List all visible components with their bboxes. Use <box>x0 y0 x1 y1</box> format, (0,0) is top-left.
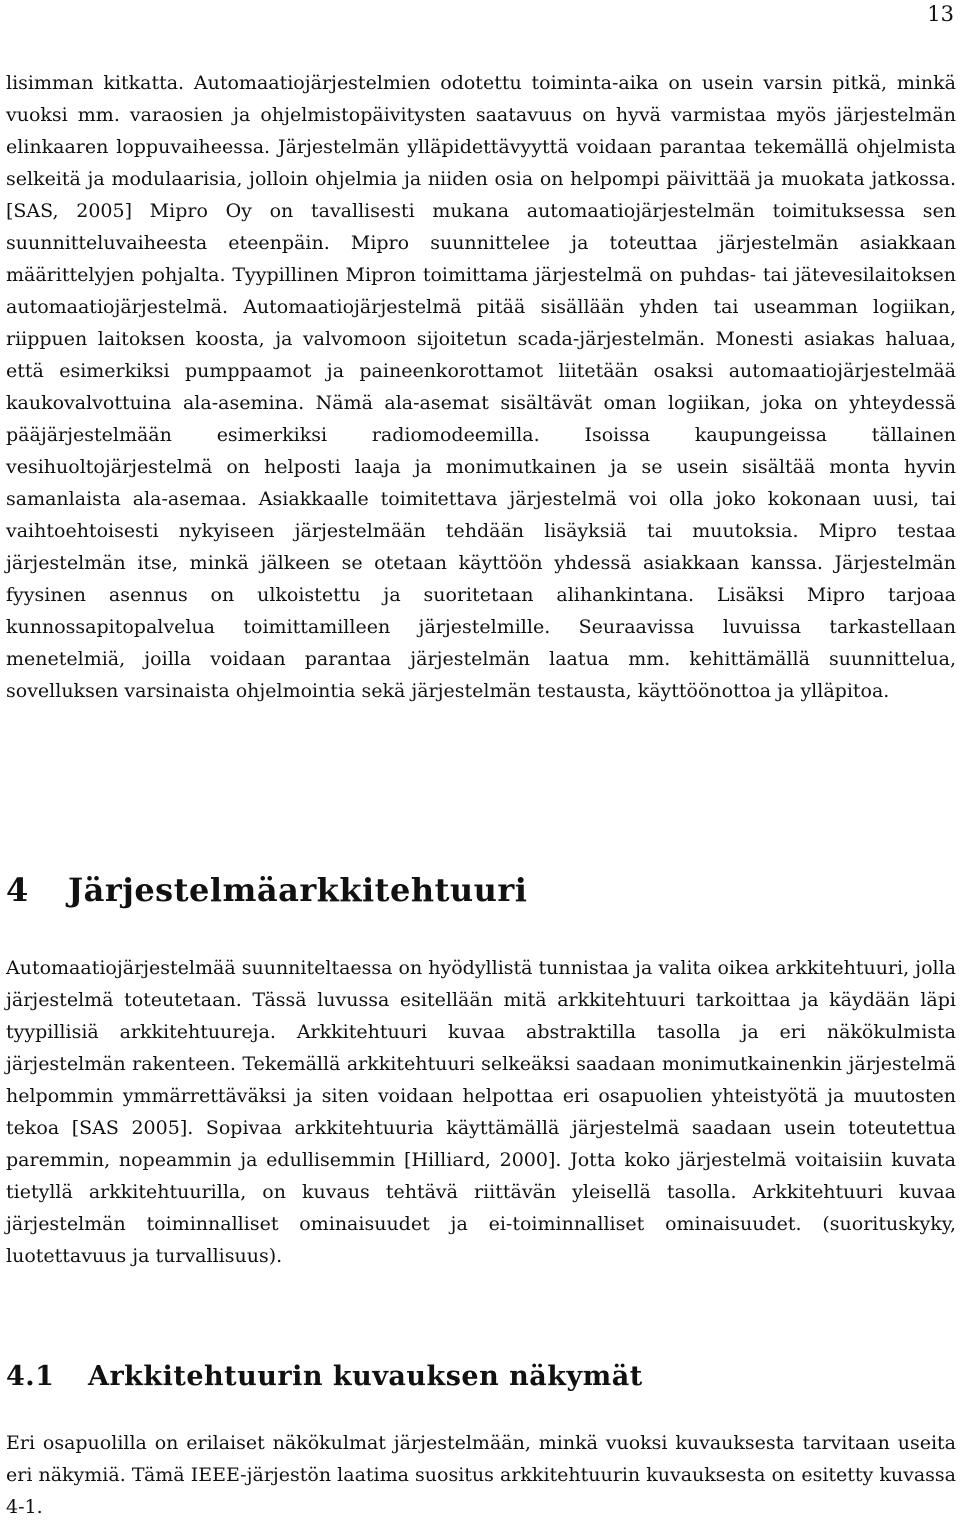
paragraph-architecture: Automaatiojärjestelmää suunniteltaessa on hyödyllistä tunnistaa ja valita oikea arkkitehtuuri, jolla järjestelmä toteutetaan. Tässä luvussa esitellään mitä arkkitehtuuri tarkoittaa ja käydään läpi tyypillisiä arkkitehtuureja. Arkkitehtuuri kuvaa abstraktilla tasolla ja eri näkökulmista järjestelmän rakenteen. Tekemällä arkkitehtuuri selkeäksi saadaan monimutkainenkin järjestelmä helpommin ymmärrettäväksi ja siten voidaan helpottaa eri osapuolien yhteistyötä ja muutosten tekoa [SAS 2005]. Sopivaa arkkitehtuuria käyttämällä järjestelmä saadaan usein toteutettua paremmin, nopeammin ja edullisemmin [Hilliard, 2000]. Jotta koko järjestelmä voitaisiin kuvata tietyllä arkkitehtuurilla, on kuvaus tehtävä riittävän yleisellä tasolla. Arkkitehtuuri kuvaa järjestelmän toiminnalliset ominaisuudet ja ei-toiminnalliset ominaisuudet. (suorituskyky, luotettavuus ja turvallisuus). <box>6 957 956 1267</box>
paragraph-architecture-block <box>6 952 956 1272</box>
subsection-heading <box>6 1360 956 1394</box>
section-number: 4 <box>6 871 29 909</box>
section-heading <box>6 870 956 910</box>
subsection-number: 4.1 <box>6 1361 55 1392</box>
subsection-heading-block <box>6 1360 956 1394</box>
paragraph-intro-block <box>6 67 956 707</box>
page-number: 13 <box>927 2 954 26</box>
paragraph-views: Eri osapuolilla on erilaiset näkökulmat järjestelmään, minkä vuoksi kuvauksesta tarvitaan useita eri näkymiä. Tämä IEEE-järjestön laatima suositus arkkitehtuurin kuvauksesta on esitetty kuvassa 4-1. <box>6 1432 956 1518</box>
section-heading-block <box>6 870 956 910</box>
section-title: Järjestelmäarkkitehtuuri <box>68 871 528 909</box>
paragraph-views-block <box>6 1427 956 1523</box>
subsection-title: Arkkitehtuurin kuvauksen näkymät <box>88 1361 643 1392</box>
paragraph-intro: lisimman kitkatta. Automaatiojärjestelmien odotettu toiminta-aika on usein varsin pitkä, minkä vuoksi mm. varaosien ja ohjelmistopäivitysten saatavuus on hyvä varmistaa myös järjestelmän elinkaaren loppuvaiheessa. Järjestelmän ylläpidettävyyttä voidaan parantaa tekemällä ohjelmista selkeitä ja modulaarisia, jolloin ohjelmia ja niiden osia on helpompi päivittää ja muokata jatkossa. [SAS, 2005] Mipro Oy on tavallisesti mukana automaatiojärjestelmän toimituksessa sen suunnitteluvaiheesta eteenpäin. Mipro suunnittelee ja toteuttaa järjestelmän asiakkaan määrittelyjen pohjalta. Tyypillinen Mipron toimittama järjestelmä on puhdas- tai jätevesilaitoksen automaatiojärjestelmä. Automaatiojärjestelmä pitää sisällään yhden tai useamman logiikan, riippuen laitoksen koosta, ja valvomoon sijoitetun scada-järjestelmän. Monesti asiakas haluaa, että esimerkiksi pumppaamot ja paineenkorottamot liitetään osaksi automaatiojärjestelmää kaukovalvottuina ala-asemina. Nämä ala-asemat sisältävät oman logiikan, joka on yhteydessä pääjärjestelmään esimerkiksi radiomodeemilla. Isoissa kaupungeissa tällainen vesihuoltojärjestelmä on helposti laaja ja monimutkainen ja se usein sisältää monta hyvin samanlaista ala-asemaa. Asiakkaalle toimitettava järjestelmä voi olla joko kokonaan uusi, tai vaihtoehtoisesti nykyiseen järjestelmään tehdään lisäyksiä tai muutoksia. Mipro testaa järjestelmän itse, minkä jälkeen se otetaan käyttöön yhdessä asiakkaan kanssa. Järjestelmän fyysinen asennus on ulkoistettu ja suoritetaan alihankintana. Lisäksi Mipro tarjoaa kunnossapitopalvelua toimittamilleen järjestelmille. Seuraavissa luvuissa tarkastellaan menetelmiä, joilla voidaan parantaa järjestelmän laatua mm. kehittämällä suunnittelua, sovelluksen varsinaista ohjelmointia sekä järjestelmän testausta, käyttöönottoa ja ylläpitoa. <box>6 72 956 702</box>
